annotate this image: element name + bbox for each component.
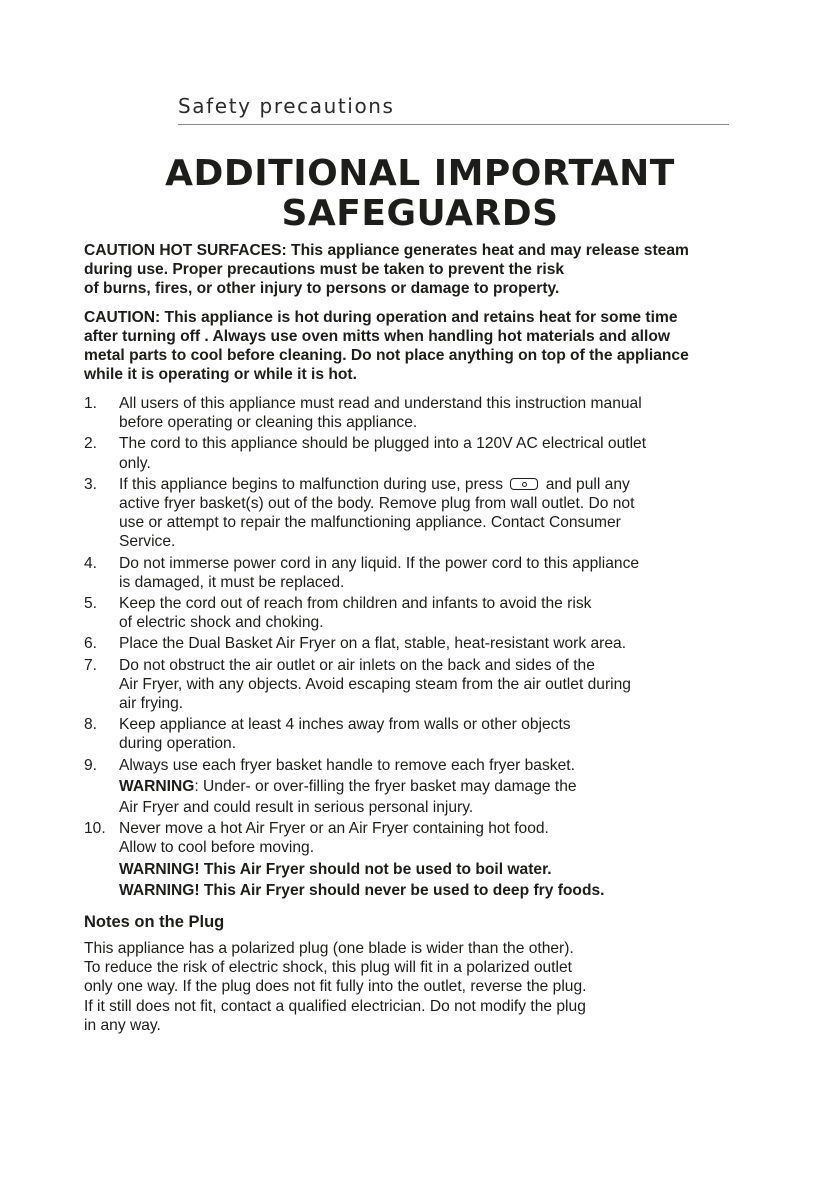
list-item-number: 2. [84,435,98,453]
list-item-text: during operation. [119,735,237,753]
list-item [84,715,774,753]
notes-line: If it still does not fit, contact a qualified electrician. Do not modify the plug [84,997,586,1015]
warning-text: Air Fryer and could result in serious personal injury. [119,799,474,817]
list-item-text: air frying. [119,695,184,713]
list-item-text: active fryer basket(s) out of the body. Remove plug from wall outlet. Do not [119,495,635,513]
list-item-text: The cord to this appliance should be plugged into a 120V AC electrical outlet [119,435,647,453]
list-item-text: Keep appliance at least 4 inches away from walls or other objects [119,716,571,734]
notes-line: in any way. [84,1016,161,1034]
list-item-text: All users of this appliance must read and understand this instruction manual [119,395,642,412]
list-item-text: is damaged, it must be replaced. [119,573,345,591]
page-title-line-1: ADDITIONAL IMPORTANT [165,153,675,194]
list-item-text: Place the Dual Basket Air Fryer on a flat, stable, heat-resistant work area. [119,635,627,653]
caution-line: of burns, fires, or other injury to persons or damage to property. [84,280,560,297]
caution-hot-surfaces [84,241,774,298]
caution-line: metal parts to cool before cleaning. Do not place anything on top of the appliance [84,347,689,364]
notes-line: To reduce the risk of electric shock, this plug will fit in a polarized outlet [84,959,572,977]
list-item-text: before operating or cleaning this appliance. [119,414,418,432]
caution-line: CAUTION HOT SURFACES: This appliance generates heat and may release steam [84,242,689,259]
list-item-number: 10. [84,820,106,838]
warning-line: WARNING! This Air Fryer should never be used to deep fry foods. [119,881,605,899]
list-item-number: 1. [84,395,98,412]
caution-line: after turning off . Always use oven mitts when handling hot materials and allow [84,328,670,345]
list-item-number: 5. [84,595,98,613]
list-item-text: Do not immerse power cord in any liquid. If the power cord to this appliance [119,554,640,572]
list-item-number: 3. [84,475,98,493]
caution-hot-operation [84,308,774,384]
list-item-text-before-icon: If this appliance begins to malfunction during use, press [119,475,504,493]
list-item [84,594,774,632]
list-item-text: Keep the cord out of reach from children and infants to avoid the risk [119,595,592,613]
list-item-text: Always use each fryer basket handle to remove each fryer basket. [119,756,575,774]
list-item [84,554,774,592]
list-item [84,656,774,714]
list-item-text: Air Fryer, with any objects. Avoid escaping steam from the air outlet during [119,675,631,693]
list-item-text: of electric shock and choking. [119,614,324,632]
list-item-text: Service. [119,533,176,551]
caution-line: during use. Proper precautions must be taken to prevent the risk [84,261,565,278]
precautions-list [84,394,774,900]
list-item-number: 4. [84,554,98,572]
list-item-number: 7. [84,656,98,674]
page-title [60,154,780,234]
notes-heading: Notes on the Plug [84,913,225,932]
page-title-line-2: SAFEGUARDS [281,193,559,234]
notes-body [84,939,774,1035]
section-header [178,92,729,125]
notes-line: only one way. If the plug does not fit fully into the outlet, reverse the plug. [84,978,587,996]
list-item-text-after-icon: and pull any [545,475,630,493]
list-item [84,394,774,432]
list-item [84,634,774,653]
power-button-icon [510,478,538,490]
list-item-text: Do not obstruct the air outlet or air inlets on the back and sides of the [119,656,595,674]
list-item-text: use or attempt to repair the malfunctioning appliance. Contact Consumer [119,514,621,532]
list-item-number: 8. [84,716,98,734]
list-item-number: 9. [84,756,98,774]
list-item [84,756,774,818]
warning-text: : Under- or over-filling the fryer basket may damage the [194,777,577,795]
warning-label: WARNING [119,777,195,795]
caution-line: while it is operating or while it is hot. [84,366,357,383]
list-item [84,434,774,472]
list-item-text: Never move a hot Air Fryer or an Air Fryer containing hot food. [119,820,549,838]
list-item-text: only. [119,454,151,472]
list-item [84,475,774,552]
list-item-number: 6. [84,635,98,653]
warning-line: WARNING! This Air Fryer should not be used to boil water. [119,860,552,878]
list-item-text [119,475,774,494]
list-item [84,819,774,900]
section-title: Safety precautions [178,94,395,118]
caution-line: CAUTION: This appliance is hot during operation and retains heat for some time [84,309,678,326]
warning-block [119,777,774,817]
warning-line [119,777,774,796]
list-item-text: Allow to cool before moving. [119,839,315,857]
notes-line: This appliance has a polarized plug (one blade is wider than the other). [84,940,574,958]
warning-block [119,860,774,900]
safeguards-content [84,241,774,1035]
